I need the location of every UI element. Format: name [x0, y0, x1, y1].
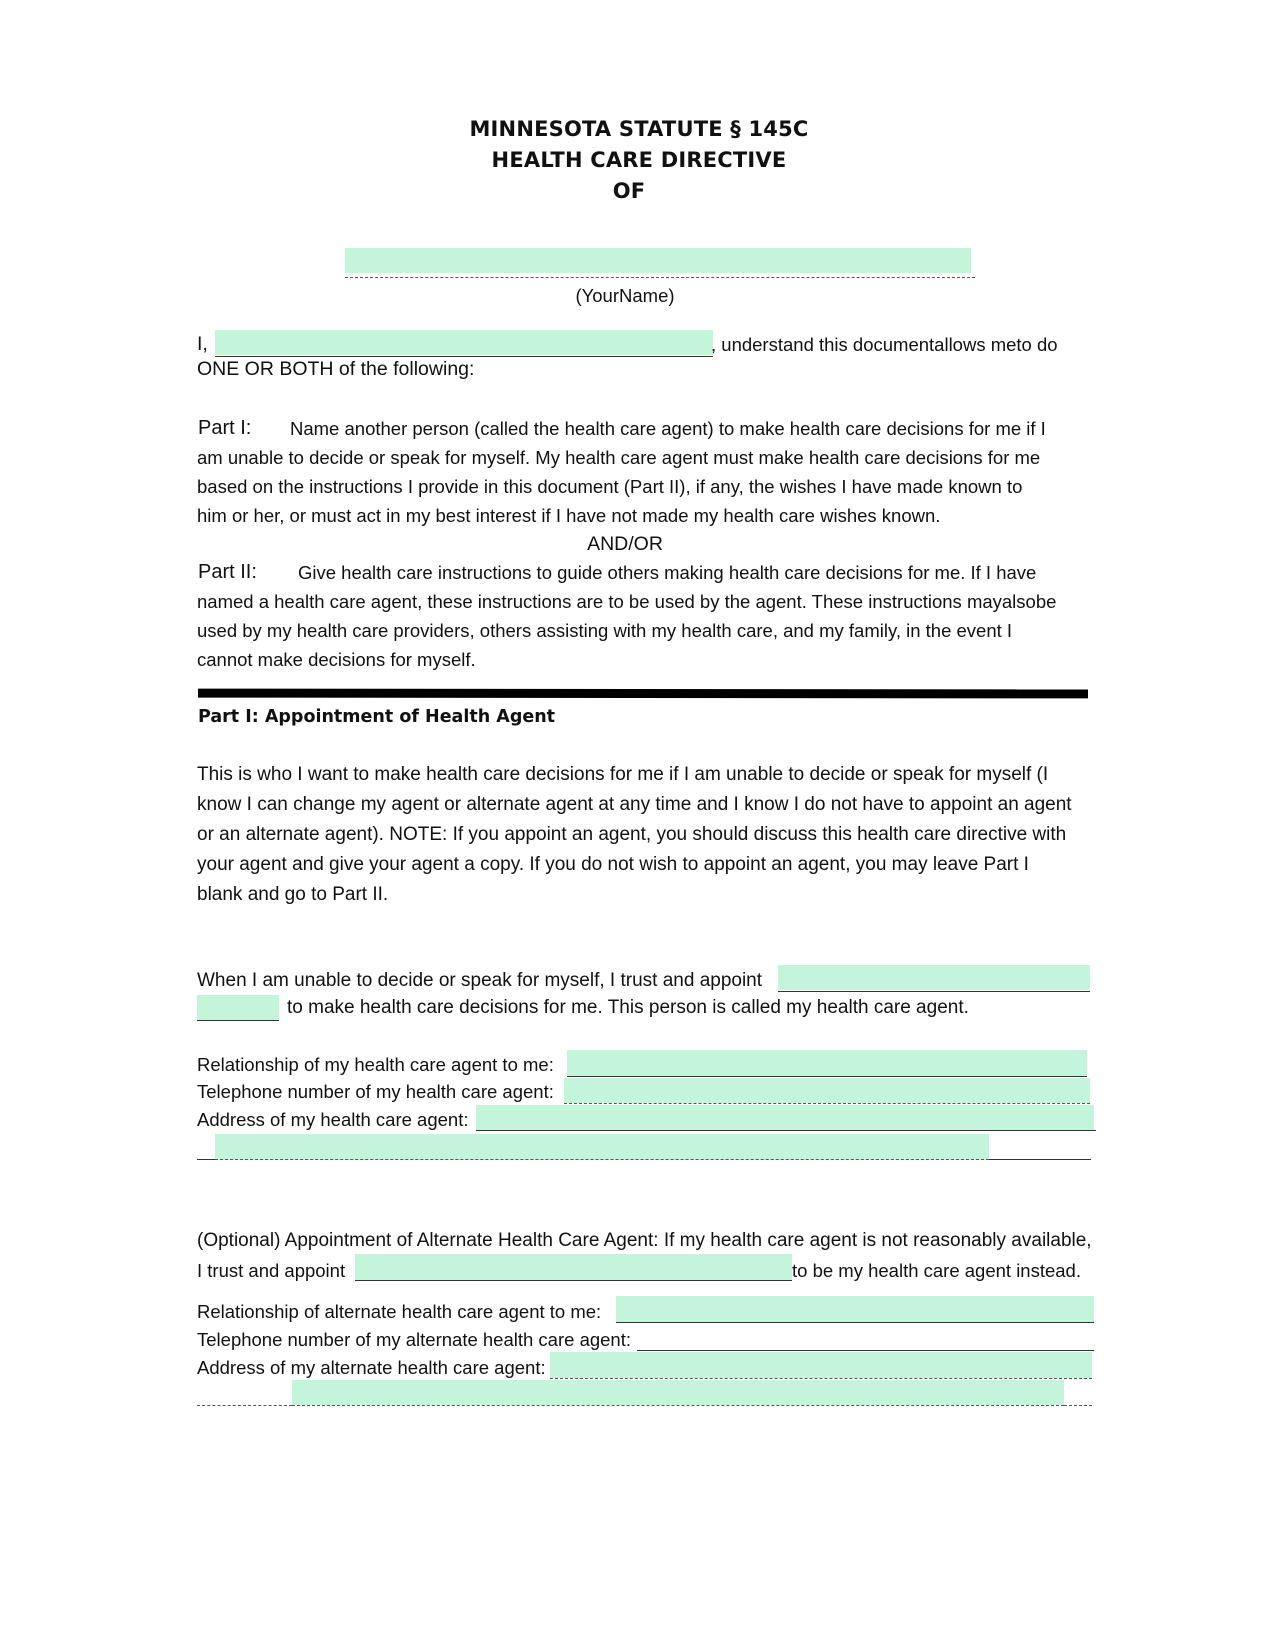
alternate-telephone-underline [637, 1350, 1094, 1351]
alternate-appoint-prefix: I trust and appoint [197, 1260, 346, 1281]
part2-summary-line: named a health care agent, these instructions are to be used by the agent. These instructions mayalsobe [197, 591, 1057, 612]
section1-paragraph-line: know I can change my agent or alternate agent at any time and I know I do not have to appoint an agent [197, 794, 1072, 815]
intro-line2: ONE OR BOTH of the following: [197, 358, 475, 380]
alternate-relationship-label: Relationship of alternate health care agent to me: [197, 1301, 602, 1322]
agent-address-underline-start [197, 1159, 215, 1160]
part1-summary-line: am unable to decide or speak for myself. My health care agent must make health care decisions for me [197, 447, 1041, 468]
alternate-name-underline [355, 1280, 792, 1281]
section1-paragraph-line: blank and go to Part II. [197, 884, 389, 905]
alternate-address-label: Address of my alternate health care agent: [197, 1357, 546, 1378]
section1-paragraph-line: your agent and give your agent a copy. If you do not wish to appoint an agent, you may leave Part I [197, 854, 1029, 875]
alternate-telephone-label: Telephone number of my alternate health care agent: [197, 1329, 632, 1350]
alternate-name-field[interactable] [355, 1254, 792, 1280]
section-divider [198, 689, 1088, 699]
agent-address-label: Address of my health care agent: [197, 1109, 469, 1130]
declarant-name-field[interactable] [215, 330, 713, 355]
agent-telephone-label: Telephone number of my health care agent: [197, 1081, 554, 1102]
part2-summary-line: Give health care instructions to guide others making health care decisions for me. If I have [298, 562, 1037, 583]
alternate-address-underline [550, 1378, 1092, 1379]
agent-name-field-continued[interactable] [197, 995, 279, 1020]
directive-title: HEALTH CARE DIRECTIVE [491, 148, 787, 172]
agent-appoint-suffix: to make health care decisions for me. This person is called my health care agent. [287, 997, 969, 1018]
alternate-address-underline-end [1064, 1405, 1092, 1406]
alternate-address-underline-start [197, 1405, 292, 1406]
agent-relationship-label: Relationship of my health care agent to me: [197, 1054, 554, 1075]
part2-summary-line: used by my health care providers, others assisting with my health care, and my family, in the event I [197, 620, 1013, 641]
intro-prefix: I, [197, 333, 208, 355]
agent-name-underline-continued [197, 1020, 279, 1021]
agent-appoint-prefix: When I am unable to decide or speak for myself, I trust and appoint [197, 970, 763, 991]
agent-address-field-line2[interactable] [215, 1134, 989, 1160]
agent-name-field[interactable] [778, 965, 1090, 990]
agent-name-underline [778, 991, 1090, 992]
agent-address-underline-line2 [215, 1159, 989, 1160]
of-title: OF [612, 179, 646, 203]
statute-title: MINNESOTA STATUTE § 145C [469, 117, 809, 141]
agent-address-field[interactable] [476, 1105, 1094, 1130]
agent-telephone-underline [564, 1103, 1090, 1104]
section1-paragraph-line: This is who I want to make health care decisions for me if I am unable to decide or speak for myself (I [197, 764, 1049, 785]
part2-summary-label: Part II: [198, 561, 257, 583]
section1-paragraph-line: or an alternate agent). NOTE: If you appoint an agent, you should discuss this health care directive with [197, 824, 1067, 845]
alternate-address-field-line2[interactable] [292, 1380, 1064, 1405]
intro-suffix: , understand this documentallows meto do [711, 334, 1058, 355]
your-name-field[interactable] [345, 248, 971, 273]
agent-address-underline [476, 1130, 1096, 1131]
agent-relationship-field[interactable] [567, 1050, 1087, 1076]
and-or-separator: AND/OR [587, 533, 663, 555]
alternate-address-underline-line2 [292, 1405, 1064, 1406]
agent-address-underline-end [989, 1159, 1091, 1160]
agent-relationship-underline [567, 1076, 1087, 1077]
alternate-intro: (Optional) Appointment of Alternate Health Care Agent: If my health care agent is not reasonably available, [197, 1230, 1092, 1251]
alternate-address-field[interactable] [550, 1352, 1092, 1378]
part1-summary-line: based on the instructions I provide in this document (Part II), if any, the wishes I have made known to [197, 476, 1023, 497]
alternate-relationship-field[interactable] [616, 1296, 1094, 1322]
alternate-relationship-underline [616, 1322, 1094, 1323]
part1-summary-label: Part I: [198, 417, 252, 439]
your-name-underline [345, 277, 975, 278]
part2-summary-line: cannot make decisions for myself. [197, 649, 476, 670]
alternate-appoint-suffix: to be my health care agent instead. [792, 1260, 1081, 1281]
part1-summary-line: him or her, or must act in my best interest if I have not made my health care wishes known. [197, 505, 941, 526]
section1-heading: Part I: Appointment of Health Agent [198, 707, 556, 727]
agent-telephone-field[interactable] [564, 1078, 1090, 1103]
your-name-caption: (YourName) [575, 285, 675, 306]
part1-summary-line: Name another person (called the health care agent) to make health care decisions for me if I [290, 418, 1046, 439]
